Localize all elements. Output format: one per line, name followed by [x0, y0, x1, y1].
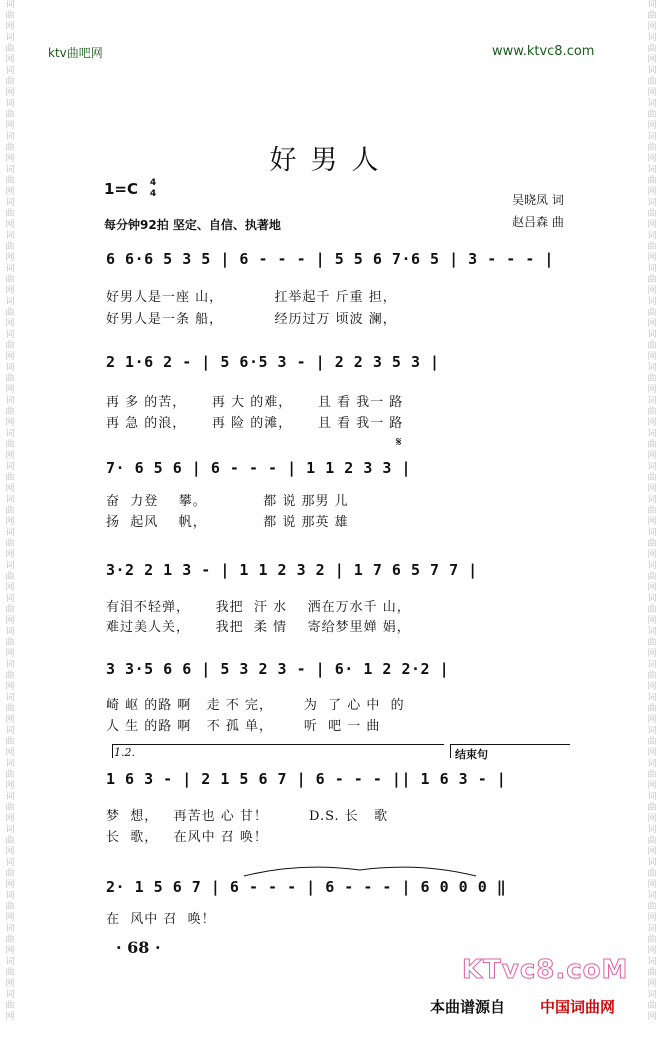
side-watermark-char: 词 [5, 132, 15, 142]
side-watermark-char: 网 [647, 88, 657, 98]
side-watermark-char: 词 [5, 231, 15, 241]
side-watermark-char: 词 [647, 165, 657, 175]
side-watermark-char: 曲 [5, 341, 15, 351]
side-watermark-char: 网 [5, 748, 15, 758]
side-watermark-char: 网 [5, 319, 15, 329]
side-watermark-char: 词 [647, 957, 657, 967]
side-watermark-char: 曲 [647, 308, 657, 318]
side-watermark-char: 网 [5, 946, 15, 956]
side-watermark-char: 网 [5, 187, 15, 197]
side-watermark-char: 网 [5, 88, 15, 98]
lyric-row-3-verse-2: 扬 起风 帆， 都 说 那英 雄 [106, 515, 349, 530]
side-watermark-char: 曲 [647, 638, 657, 648]
side-watermark-char: 网 [647, 649, 657, 659]
side-watermark-char: 曲 [647, 704, 657, 714]
side-watermark-char: 网 [647, 583, 657, 593]
side-watermark-char: 曲 [647, 374, 657, 384]
side-watermark-char: 词 [5, 66, 15, 76]
side-watermark-char: 曲 [5, 308, 15, 318]
page-number: · 68 · [116, 938, 161, 957]
segno-mark: 𝄋 [396, 435, 402, 450]
coda-bracket [450, 744, 570, 745]
volta-label: 1.2. [114, 746, 135, 759]
side-watermark-char: 曲 [5, 935, 15, 945]
side-watermark-char: 词 [5, 396, 15, 406]
side-watermark-char: 曲 [647, 110, 657, 120]
lyric-row-5-verse-2: 人 生 的路 啊 不 孤 单， 听 吧 一 曲 [106, 719, 381, 734]
side-watermark-char: 网 [5, 583, 15, 593]
side-watermark-char: 网 [5, 22, 15, 32]
side-watermark-char: 网 [647, 748, 657, 758]
side-watermark-char: 曲 [647, 11, 657, 21]
side-watermark-char: 曲 [5, 803, 15, 813]
side-watermark-char: 网 [647, 385, 657, 395]
side-watermark-char: 网 [647, 616, 657, 626]
lyric-row-4-verse-1: 有泪不轻弹， 我把 汗 水 洒在万水千 山， [106, 600, 411, 615]
side-watermark-char: 词 [647, 198, 657, 208]
side-watermark-char: 网 [5, 781, 15, 791]
side-watermark-char: 曲 [5, 374, 15, 384]
side-watermark-char: 网 [647, 418, 657, 428]
side-watermark-char: 网 [5, 418, 15, 428]
side-watermark-char: 词 [647, 726, 657, 736]
song-title: 好男人 [269, 145, 393, 176]
side-watermark-char: 曲 [5, 770, 15, 780]
side-watermark-char: 网 [5, 913, 15, 923]
side-watermark-char: 曲 [647, 605, 657, 615]
side-watermark-char: 曲 [5, 176, 15, 186]
side-watermark-char: 词 [5, 561, 15, 571]
lyric-row-3-verse-1: 奋 力登 攀。 都 说 那男 儿 [106, 494, 349, 509]
side-watermark-char: 网 [5, 484, 15, 494]
side-watermark-char: 词 [647, 891, 657, 901]
side-watermark-char: 网 [647, 451, 657, 461]
source-name[interactable]: 中国词曲网 [540, 998, 616, 1016]
side-watermark-char: 网 [647, 880, 657, 890]
lyric-row-6-verse-2: 长 歌， 在风中 召 唤！ [106, 830, 268, 845]
side-watermark-char: 曲 [647, 44, 657, 54]
lyric-row-1-verse-1: 好男人是一座 山， 扛举起千 斤重 担， [106, 290, 397, 305]
lyric-row-5-verse-1: 崎 岖 的路 啊 走 不 完， 为 了 心 中 的 [106, 698, 405, 713]
side-watermark-char: 网 [647, 253, 657, 263]
side-watermark-char: 曲 [5, 143, 15, 153]
side-watermark-char: 词 [5, 627, 15, 637]
side-watermark-char: 词 [5, 264, 15, 274]
side-watermark-char: 网 [5, 649, 15, 659]
side-watermark-char: 曲 [5, 605, 15, 615]
time-sig-top: 4 [149, 178, 157, 188]
side-watermark-char: 网 [647, 22, 657, 32]
side-watermark-char: 曲 [5, 902, 15, 912]
side-watermark-char: 词 [5, 825, 15, 835]
side-watermark-char: 词 [5, 297, 15, 307]
side-watermark-char: 曲 [5, 440, 15, 450]
side-watermark-char: 词 [5, 33, 15, 43]
coda-label: 结束句 [455, 748, 488, 761]
lyric-row-7-verse-1: 在 风中 召 唤！ [106, 912, 216, 927]
side-watermark-char: 曲 [5, 704, 15, 714]
side-watermark-char: 曲 [647, 803, 657, 813]
side-watermark-char: 网 [647, 220, 657, 230]
side-watermark-char: 网 [647, 352, 657, 362]
side-watermark-char: 曲 [5, 209, 15, 219]
side-watermark-char: 曲 [5, 275, 15, 285]
side-watermark-char: 网 [647, 781, 657, 791]
side-watermark-char: 曲 [647, 143, 657, 153]
side-watermark-char: 曲 [5, 44, 15, 54]
key-signature: 1=C [104, 180, 139, 198]
notation-row-5: 3 3·5 6 6 | 5 3 2 3 - | 6· 1 2 2·2 | [106, 660, 450, 678]
side-watermark-char: 曲 [5, 407, 15, 417]
side-watermark-char: 词 [5, 462, 15, 472]
source-label: 本曲谱源自 [430, 998, 506, 1016]
side-watermark-char: 词 [5, 0, 15, 10]
side-watermark-char: 词 [5, 429, 15, 439]
side-watermark-char: 网 [5, 154, 15, 164]
side-watermark-char: 曲 [647, 869, 657, 879]
side-watermark-char: 词 [647, 264, 657, 274]
side-watermark-char: 曲 [5, 968, 15, 978]
side-watermark-char: 网 [5, 55, 15, 65]
side-watermark-char: 曲 [647, 473, 657, 483]
side-watermark-char: 词 [5, 495, 15, 505]
side-watermark-char: 词 [5, 759, 15, 769]
side-watermark-char: 网 [647, 484, 657, 494]
side-watermark-char: 网 [5, 880, 15, 890]
side-watermark-char: 网 [647, 715, 657, 725]
side-watermark-char: 曲 [647, 1001, 657, 1011]
side-watermark-char: 词 [5, 660, 15, 670]
side-watermark-char: 曲 [647, 968, 657, 978]
side-watermark-char: 词 [5, 330, 15, 340]
lyric-row-2-verse-2: 再 急 的浪， 再 险 的滩， 且 看 我一 路 [106, 416, 404, 431]
composer: 赵吕森 曲 [512, 215, 564, 229]
side-watermark-char: 网 [5, 517, 15, 527]
side-watermark-char: 曲 [647, 572, 657, 582]
side-watermark-char: 曲 [647, 440, 657, 450]
site-logo: KTvc8.coM [462, 955, 629, 985]
side-watermark-char: 曲 [647, 242, 657, 252]
side-watermark-char: 网 [5, 352, 15, 362]
side-watermark-char: 曲 [5, 11, 15, 21]
watermark-top-left: ktv曲吧网 [48, 46, 103, 60]
side-watermark-char: 曲 [5, 77, 15, 87]
side-watermark-char: 词 [647, 660, 657, 670]
side-watermark-char: 曲 [5, 506, 15, 516]
side-watermark-char: 曲 [5, 638, 15, 648]
volta-bracket-left [112, 744, 113, 758]
side-watermark-char: 曲 [5, 869, 15, 879]
coda-bracket-left [450, 744, 451, 758]
side-watermark-char: 词 [647, 99, 657, 109]
side-watermark-char: 词 [647, 759, 657, 769]
side-watermark-char: 词 [647, 330, 657, 340]
side-watermark-char: 词 [5, 594, 15, 604]
side-watermark-char: 曲 [647, 737, 657, 747]
notation-row-4: 3·2 2 1 3 - | 1 1 2 3 2 | 1 7 6 5 7 7 | [106, 561, 478, 579]
side-watermark-char: 曲 [5, 836, 15, 846]
side-watermark-char: 网 [647, 55, 657, 65]
side-watermark-char: 网 [647, 121, 657, 131]
time-signature [146, 178, 160, 200]
side-watermark-char: 网 [5, 451, 15, 461]
side-watermark-char: 网 [647, 550, 657, 560]
side-watermark-char: 词 [5, 198, 15, 208]
side-watermark-char: 网 [5, 286, 15, 296]
side-watermark-char: 网 [5, 715, 15, 725]
side-watermark-char: 曲 [647, 935, 657, 945]
side-watermark-char: 曲 [647, 902, 657, 912]
side-watermark-char: 曲 [647, 176, 657, 186]
side-watermark-char: 词 [647, 462, 657, 472]
side-watermark-char: 词 [647, 792, 657, 802]
side-watermark-char: 网 [647, 847, 657, 857]
side-watermark-char: 词 [5, 990, 15, 1000]
side-watermark-char: 曲 [5, 671, 15, 681]
side-watermark-char: 词 [647, 924, 657, 934]
side-watermark-char: 网 [5, 121, 15, 131]
side-watermark-char: 网 [647, 319, 657, 329]
side-watermark-char: 网 [647, 946, 657, 956]
side-watermark-char: 词 [647, 825, 657, 835]
side-watermark-char: 曲 [647, 341, 657, 351]
tie-arc [240, 860, 480, 880]
side-watermark-char: 词 [647, 363, 657, 373]
volta-bracket [112, 744, 444, 745]
side-watermark-char: 网 [647, 154, 657, 164]
side-watermark-char: 曲 [5, 242, 15, 252]
side-watermark-char: 曲 [5, 1001, 15, 1011]
side-watermark-char: 词 [5, 528, 15, 538]
side-watermark-char: 网 [5, 550, 15, 560]
side-watermark-char: 网 [647, 187, 657, 197]
lyric-row-4-verse-2: 难过美人关， 我把 柔 情 寄给梦里婵 娟， [106, 620, 411, 635]
notation-row-1: 6 6·6 5 3 5 | 6 - - - | 5 5 6 7·6 5 | 3 - - - | [106, 250, 554, 268]
side-watermark-char: 网 [5, 814, 15, 824]
side-watermark-char: 词 [5, 957, 15, 967]
side-watermark-char: 网 [647, 913, 657, 923]
side-watermark-char: 曲 [647, 770, 657, 780]
side-watermark-char: 曲 [5, 737, 15, 747]
side-watermark-char: 网 [5, 979, 15, 989]
side-watermark-char: 词 [5, 924, 15, 934]
side-watermark-char: 词 [5, 363, 15, 373]
side-watermark-char: 词 [647, 396, 657, 406]
side-watermark-char: 词 [5, 858, 15, 868]
side-watermark-char: 网 [5, 253, 15, 263]
side-watermark-char: 词 [5, 891, 15, 901]
lyric-row-6-verse-1: 梦 想， 再苦也 心 甘！ D.S. 长 歌 [106, 809, 389, 824]
side-watermark-char: 网 [647, 517, 657, 527]
side-watermark-char: 网 [5, 1012, 15, 1022]
side-watermark-char: 词 [647, 693, 657, 703]
time-sig-bottom: 4 [149, 189, 157, 199]
side-watermark-char: 词 [647, 0, 657, 10]
side-watermark-char: 词 [5, 693, 15, 703]
side-watermark-char: 词 [5, 165, 15, 175]
side-watermark-char: 曲 [647, 209, 657, 219]
side-watermark-char: 网 [647, 979, 657, 989]
side-watermark-char: 曲 [5, 572, 15, 582]
side-watermark-char: 曲 [5, 539, 15, 549]
watermark-top-right: www.ktvc8.com [492, 44, 595, 59]
tempo-marking: 每分钟92拍 坚定、自信、执著地 [104, 218, 281, 232]
side-watermark-char: 网 [5, 220, 15, 230]
side-watermark-char: 曲 [647, 539, 657, 549]
side-watermark-char: 词 [647, 66, 657, 76]
side-watermark-char: 曲 [647, 275, 657, 285]
side-watermark-char: 网 [5, 682, 15, 692]
side-watermark-char: 词 [647, 990, 657, 1000]
side-watermark-char: 网 [5, 847, 15, 857]
side-watermark-char: 词 [647, 495, 657, 505]
side-watermark-char: 词 [5, 792, 15, 802]
side-watermark-char: 词 [647, 561, 657, 571]
side-watermark-char: 网 [5, 616, 15, 626]
side-watermark-char: 网 [647, 814, 657, 824]
lyric-row-1-verse-2: 好男人是一条 船， 经历过万 顷波 澜， [106, 312, 397, 327]
lyricist: 吴晓凤 词 [512, 193, 564, 207]
notation-row-2: 2 1·6 2 - | 5 6·5 3 - | 2 2 3 5 3 | [106, 353, 440, 371]
side-watermark-char: 曲 [5, 473, 15, 483]
lyric-row-2-verse-1: 再 多 的苦， 再 大 的难， 且 看 我一 路 [106, 395, 404, 410]
side-watermark-char: 词 [647, 33, 657, 43]
side-watermark-char: 网 [647, 286, 657, 296]
side-watermark-char: 曲 [647, 836, 657, 846]
side-watermark-char: 词 [647, 231, 657, 241]
side-watermark-char: 网 [647, 682, 657, 692]
side-watermark-char: 词 [647, 627, 657, 637]
notation-row-6: 1 6 3 - | 2 1 5 6 7 | 6 - - - || 1 6 3 - | [106, 770, 507, 788]
side-watermark-char: 词 [647, 858, 657, 868]
side-watermark-char: 词 [647, 594, 657, 604]
notation-row-7: 2· 1 5 6 7 | 6 - - - | 6 - - - | 6 0 0 0 ‖ [106, 878, 507, 896]
side-watermark-char: 曲 [647, 407, 657, 417]
side-watermark-char: 曲 [647, 506, 657, 516]
side-watermark-char: 词 [5, 726, 15, 736]
side-watermark-char: 网 [5, 385, 15, 395]
side-watermark-char: 词 [647, 429, 657, 439]
side-watermark-char: 词 [5, 99, 15, 109]
side-watermark-char: 曲 [647, 77, 657, 87]
side-watermark-char: 词 [647, 297, 657, 307]
side-watermark-char: 网 [647, 1012, 657, 1022]
notation-row-3: 7· 6 5 6 | 6 - - - | 1 1 2 3 3 | [106, 459, 411, 477]
side-watermark-char: 词 [647, 528, 657, 538]
side-watermark-char: 曲 [647, 671, 657, 681]
side-watermark-char: 曲 [5, 110, 15, 120]
side-watermark-char: 词 [647, 132, 657, 142]
